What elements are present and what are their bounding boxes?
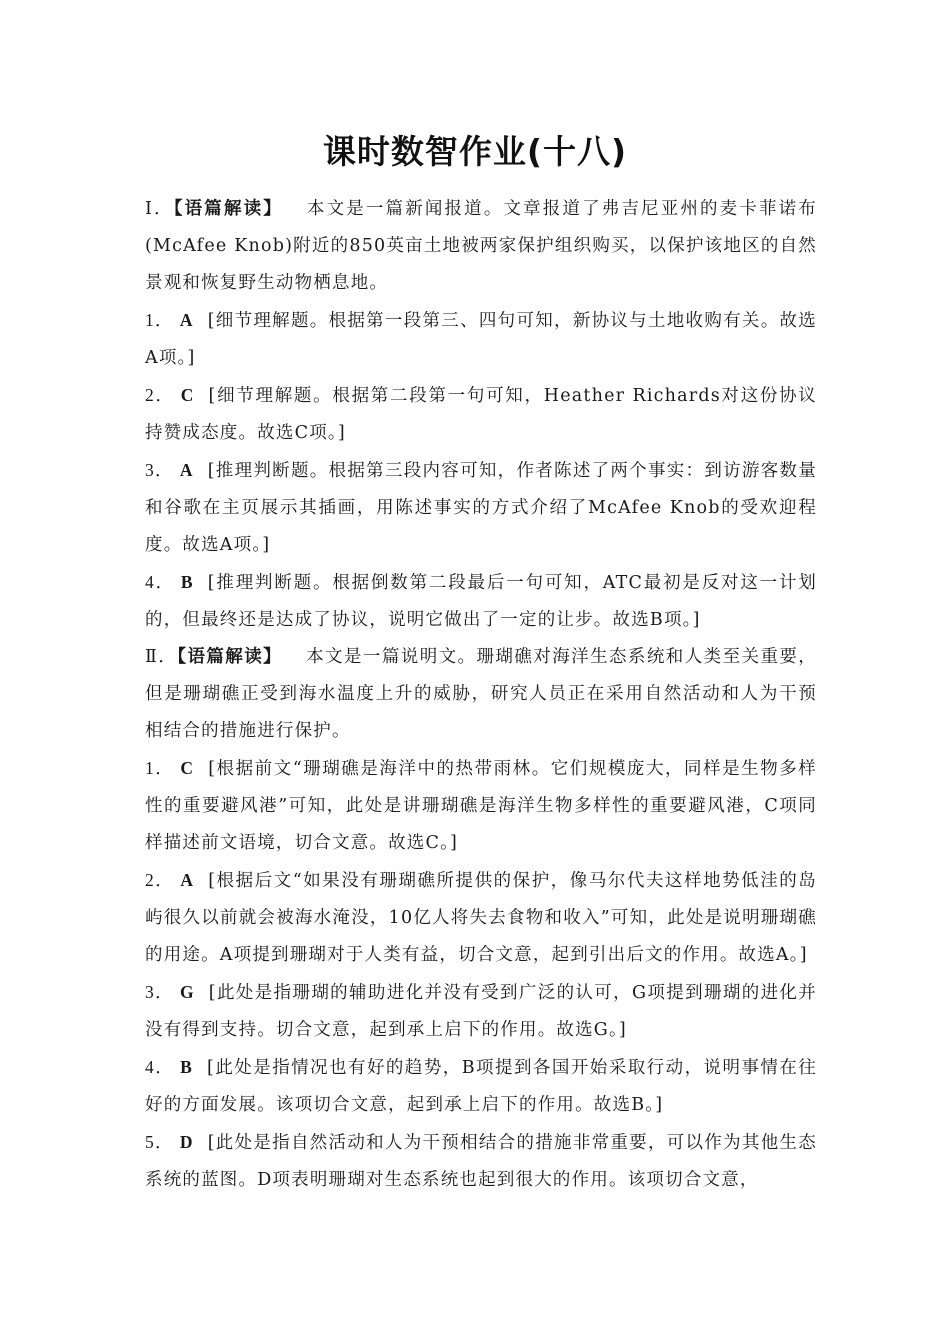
section-2-intro-text: 本文是一篇说明文。珊瑚礁对海洋生态系统和人类至关重要，但是珊瑚礁正受到海水温度上升的威胁，研究人员正在采用自然活动和人为干预相结合的措施进行保护。 [145, 647, 818, 741]
answer-number: 1． [145, 310, 174, 330]
answer-content [145, 191, 817, 1199]
answer-letter: G [179, 982, 195, 1002]
answer-letter: A [179, 310, 194, 330]
answer-number: 5． [145, 1132, 174, 1152]
section-1-answer-4 [145, 564, 817, 639]
answer-explanation: [根据前文“珊瑚礁是海洋中的热带雨林。它们规模庞大，同样是生物多样性的重要避风港”可知，此处是讲珊瑚礁是海洋生物多样性的重要避风港，C项同样描述前文语境，切合文意。故选C。] [145, 759, 818, 853]
section-2-answer-3 [145, 974, 817, 1049]
answer-letter: B [180, 572, 194, 592]
section-1-intro [145, 191, 817, 302]
section-2-intro [145, 639, 817, 750]
answer-letter: B [180, 1057, 194, 1077]
answer-number: 2． [145, 870, 175, 890]
answer-letter: A [179, 460, 194, 480]
page-title: 课时数智作业(十八) [322, 132, 628, 171]
answer-letter: C [180, 758, 195, 778]
answer-number: 1． [145, 758, 175, 778]
answer-explanation: [根据后文“如果没有珊瑚礁所提供的保护，像马尔代夫这样地势低洼的岛屿很久以前就会被海水淹没，10亿人将失去食物和收入”可知，此处是说明珊瑚礁的用途。A项提到珊瑚对于人类有益，切合文意，起到引出后文的作用。故选A。] [145, 871, 818, 965]
section-2-answer-5 [145, 1124, 817, 1199]
answer-letter: A [180, 870, 195, 890]
answer-letter: D [179, 1132, 194, 1152]
answer-number: 4． [145, 1057, 175, 1077]
answer-number: 4． [145, 572, 175, 592]
section-2-answer-2 [145, 862, 817, 974]
section-1-answer-2 [145, 377, 817, 452]
section-1-answer-1 [145, 302, 817, 377]
answer-explanation: [此处是指自然活动和人为干预相结合的措施非常重要，可以作为其他生态系统的蓝图。D项表明珊瑚对生态系统也起到很大的作用。该项切合文意， [145, 1133, 817, 1190]
answer-number: 2． [145, 385, 175, 405]
answer-explanation: [细节理解题。根据第二段第一句可知，Heather Richards对这份协议持赞成态度。故选C项。] [145, 386, 817, 443]
answer-explanation: [推理判断题。根据第三段内容可知，作者陈述了两个事实：到访游客数量和谷歌在主页展示其插画，用陈述事实的方式介绍了McAfee Knob的受欢迎程度。故选A项。] [145, 461, 817, 555]
section-1-numeral: Ⅰ． [145, 199, 174, 219]
section-1-answer-3 [145, 452, 817, 564]
section-2-answer-1 [145, 750, 817, 862]
answer-letter: C [180, 385, 195, 405]
section-2-numeral: Ⅱ． [145, 647, 178, 667]
section-2-tag: 【语篇解读】 [177, 647, 283, 667]
answer-explanation: [细节理解题。根据第一段第三、四句可知，新协议与土地收购有关。故选A项。] [145, 311, 817, 368]
section-1-tag: 【语篇解读】 [173, 199, 283, 219]
answer-explanation: [此处是指珊瑚的辅助进化并没有受到广泛的认可，G项提到珊瑚的进化并没有得到支持。切合文意，起到承上启下的作用。故选G。] [145, 983, 817, 1040]
section-1-intro-text: 本文是一篇新闻报道。文章报道了弗吉尼亚州的麦卡菲诺布(McAfee Knob)附近的850英亩土地被两家保护组织购买，以保护该地区的自然景观和恢复野生动物栖息地。 [145, 199, 817, 293]
answer-explanation: [此处是指情况也有好的趋势，B项提到各国开始采取行动，说明事情在往好的方面发展。该项切合文意，起到承上启下的作用。故选B。] [145, 1058, 817, 1115]
answer-number: 3． [145, 460, 174, 480]
answer-explanation: [推理判断题。根据倒数第二段最后一句可知，ATC最初是反对这一计划的，但最终还是达成了协议，说明它做出了一定的让步。故选B项。] [145, 573, 817, 630]
section-2-answer-4 [145, 1049, 817, 1124]
answer-number: 3． [145, 982, 174, 1002]
